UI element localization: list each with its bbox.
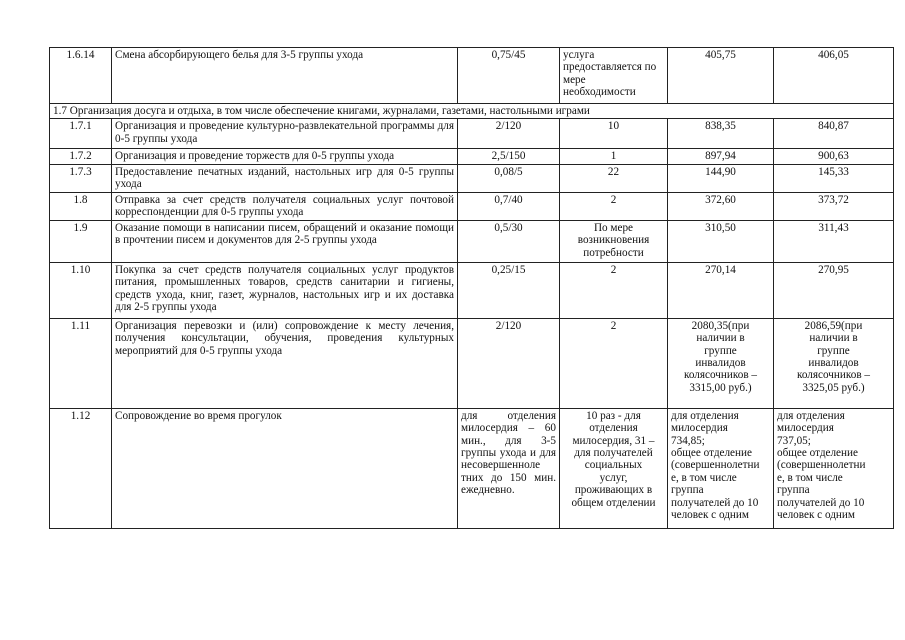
service-price-1: 405,75 xyxy=(668,48,774,104)
table-row xyxy=(50,48,894,104)
table-row xyxy=(50,149,894,164)
service-price-1: 897,94 xyxy=(668,149,774,164)
service-price-2: 373,72 xyxy=(774,192,894,220)
service-price-1: 838,35 xyxy=(668,119,774,149)
service-price-2: 311,43 xyxy=(774,220,894,262)
table-row xyxy=(50,164,894,192)
service-price-2: 840,87 xyxy=(774,119,894,149)
service-name: Организация и проведение торжеств для 0-5 группы ухода xyxy=(112,149,458,164)
service-code: 1.7.2 xyxy=(50,149,112,164)
service-name: Сопровождение во время прогулок xyxy=(112,408,458,528)
service-norm: 0,25/15 xyxy=(458,262,560,318)
service-norm: 2/120 xyxy=(458,119,560,149)
service-norm: 0,7/40 xyxy=(458,192,560,220)
service-price-2: 2086,59(при наличии в группе инвалидов колясочников – 3325,05 руб.) xyxy=(774,318,894,408)
service-frequency: 2 xyxy=(560,192,668,220)
table-row xyxy=(50,262,894,318)
table-row xyxy=(50,119,894,149)
service-norm: 2,5/150 xyxy=(458,149,560,164)
service-code: 1.7.1 xyxy=(50,119,112,149)
service-name: Покупка за счет средств получателя социальных услуг продуктов питания, промышленных товаров, средств санитарии и гигиены, средств ухода, книг, газет, журналов, настольных игр и их доставка для 2-5 группы ухода xyxy=(112,262,458,318)
service-price-2: 145,33 xyxy=(774,164,894,192)
service-price-1: 372,60 xyxy=(668,192,774,220)
service-price-1: 270,14 xyxy=(668,262,774,318)
service-norm: 0,08/5 xyxy=(458,164,560,192)
service-price-1: для отделения милосердия 734,85; общее отделение (совершеннолетни е, в том числе группа получателей до 10 человек с одним xyxy=(668,408,774,528)
service-code: 1.8 xyxy=(50,192,112,220)
service-frequency: услуга предоставляется по мере необходимости xyxy=(560,48,668,104)
service-name: Организация и проведение культурно-развлекательной программы для 0-5 группы ухода xyxy=(112,119,458,149)
service-name: Смена абсорбирующего белья для 3-5 группы ухода xyxy=(112,48,458,104)
service-frequency: 10 xyxy=(560,119,668,149)
service-code: 1.11 xyxy=(50,318,112,408)
service-frequency: 1 xyxy=(560,149,668,164)
service-frequency: 2 xyxy=(560,318,668,408)
table-row xyxy=(50,318,894,408)
service-norm: 2/120 xyxy=(458,318,560,408)
service-price-2: 270,95 xyxy=(774,262,894,318)
section-row xyxy=(50,104,894,119)
service-code: 1.10 xyxy=(50,262,112,318)
service-frequency: По мере возникновения потребности xyxy=(560,220,668,262)
service-code: 1.12 xyxy=(50,408,112,528)
service-price-1: 310,50 xyxy=(668,220,774,262)
service-price-2: 406,05 xyxy=(774,48,894,104)
service-frequency: 2 xyxy=(560,262,668,318)
service-norm: для отделения милосердия – 60 мин., для 3-5 группы ухода и для несовершенноле тних до 150 мин. ежедневно. xyxy=(458,408,560,528)
service-price-1: 2080,35(при наличии в группе инвалидов колясочников – 3315,00 руб.) xyxy=(668,318,774,408)
service-frequency: 10 раз - для отделения милосердия, 31 – для получателей социальных услуг, проживающих в общем отделении xyxy=(560,408,668,528)
table-row xyxy=(50,192,894,220)
service-name: Предоставление печатных изданий, настольных игр для 0-5 группы ухода xyxy=(112,164,458,192)
service-frequency: 22 xyxy=(560,164,668,192)
service-norm: 0,5/30 xyxy=(458,220,560,262)
services-table xyxy=(49,47,894,529)
section-heading: 1.7 Организация досуга и отдыха, в том числе обеспечение книгами, журналами, газетами, настольными играми xyxy=(50,104,894,119)
service-price-2: для отделения милосердия 737,05; общее отделение (совершеннолетни е, в том числе группа получателей до 10 человек с одним xyxy=(774,408,894,528)
service-price-2: 900,63 xyxy=(774,149,894,164)
service-name: Отправка за счет средств получателя социальных услуг почтовой корреспонденции для 0-5 группы ухода xyxy=(112,192,458,220)
table-row xyxy=(50,220,894,262)
service-name: Организация перевозки и (или) сопровождение к месту лечения, получения консультации, обучения, проведения культурных мероприятий для 0-5 группы ухода xyxy=(112,318,458,408)
service-norm: 0,75/45 xyxy=(458,48,560,104)
service-code: 1.6.14 xyxy=(50,48,112,104)
service-price-1: 144,90 xyxy=(668,164,774,192)
service-name: Оказание помощи в написании писем, обращений и оказание помощи в прочтении писем и документов для 2-5 группы ухода xyxy=(112,220,458,262)
service-code: 1.9 xyxy=(50,220,112,262)
table-row xyxy=(50,408,894,528)
service-code: 1.7.3 xyxy=(50,164,112,192)
